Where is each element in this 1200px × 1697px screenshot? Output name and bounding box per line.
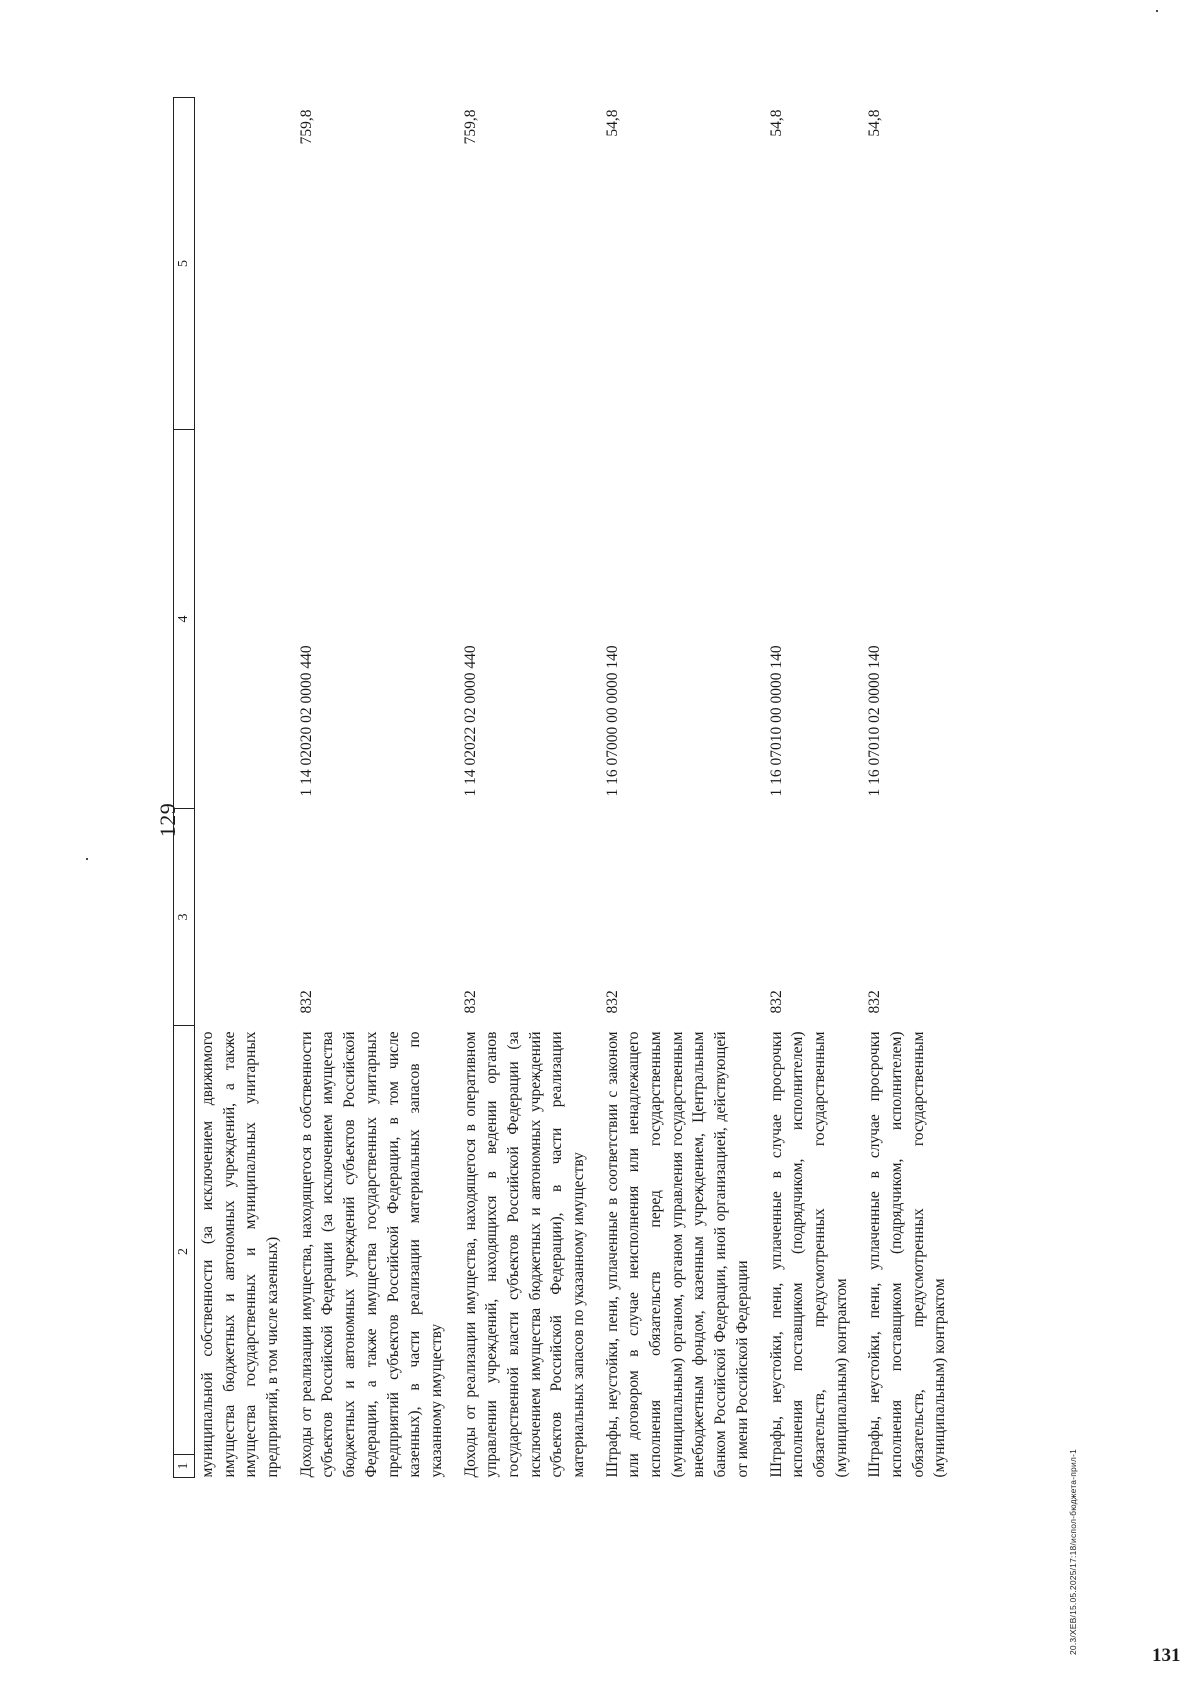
row-amount: 759,8 — [461, 109, 479, 145]
table-header-row — [174, 98, 195, 1478]
sheet-number: 131 — [1152, 1645, 1181, 1666]
page-number: 129 — [155, 802, 180, 838]
row-kbk: 1 16 07000 00 0000 140 — [603, 645, 621, 797]
table-row — [766, 98, 865, 1478]
row-description: муниципальной собственности (за исключением движимого имущества бюджетных и автономных учреждений, а также имущества государственных и муниципальных унитарных предприятий, в том числе казенных) — [199, 1031, 282, 1478]
table-row — [195, 98, 296, 1478]
row-amount — [195, 98, 296, 430]
row-amount: 54,8 — [767, 109, 785, 137]
column-header-3: 3 — [174, 809, 195, 1026]
row-description: Доходы от реализации имущества, находящегося в собственности субъектов Российской Федерации (за исключением имущества бюджетных и автономных учреждений субъектов Российской Федерации, а также имущества государственных унитарных предприятий субъектов Российской Федерации, в том числе казенных), в части реализации материальных запасов по указанному имуществу — [297, 1031, 445, 1478]
row-kbk: 1 16 07010 00 0000 140 — [767, 645, 785, 797]
column-header-4: 4 — [174, 430, 195, 809]
column-header-2-label: 2 — [176, 1248, 191, 1255]
row-admin-code: 832 — [297, 990, 315, 1014]
row-description: Штрафы, неустойки, пени, уплаченные в случае просрочки исполнения поставщиком (подрядчиком, исполнителем) обязательств, предусмотренных государственным (муниципальным) контрактом — [767, 1031, 850, 1478]
table-row — [296, 98, 460, 1478]
row-admin-code: 832 — [866, 990, 884, 1014]
table-row — [460, 98, 602, 1478]
row-kbk — [195, 430, 296, 809]
row-amount: 54,8 — [603, 109, 621, 137]
row-kbk: 1 16 07010 02 0000 140 — [866, 645, 884, 797]
row-description: Штрафы, неустойки, пени, уплаченные в случае просрочки исполнения поставщиком (подрядчиком, исполнителем) обязательств, предусмотренных государственным (муниципальным) контрактом — [866, 1031, 949, 1478]
row-kbk: 1 14 02022 02 0000 440 — [461, 645, 479, 797]
row-admin-code — [195, 809, 296, 1026]
scan-speck — [86, 858, 88, 860]
table-row — [864, 98, 963, 1478]
column-header-5: 5 — [174, 98, 195, 430]
row-description: Штрафы, неустойки, пени, уплаченные в соответствии с законом или договором в случае неисполнения или ненадлежащего исполнения обязательств перед государственным (муниципальным) органом, органом управления государственным внебюджетным фондом, казенным учреждением, Центральным банком Российской Федерации, иной организацией, действующей от имени Российской Федерации — [603, 1031, 751, 1478]
revenue-table — [173, 97, 963, 1478]
row-admin-code: 832 — [767, 990, 785, 1014]
column-header-2 — [174, 1026, 195, 1478]
column-header-1: 1 — [174, 1454, 194, 1477]
row-amount: 759,8 — [297, 109, 315, 145]
row-kbk: 1 14 02020 02 0000 440 — [297, 645, 315, 797]
row-description: Доходы от реализации имущества, находящегося в оперативном управлении учреждений, находящихся в ведении органов государственной власти субъектов Российской Федерации (за исключением имущества бюджетных и автономных учреждений субъектов Российской Федерации), в части реализации материальных запасов по указанному имуществу — [461, 1031, 587, 1478]
row-admin-code: 832 — [461, 990, 479, 1014]
row-amount: 54,8 — [866, 109, 884, 137]
table-row — [602, 98, 766, 1478]
footer-reference: 20.3/ХЕВ/15.05.2025/17:18/испол-бюджета-прил-1 — [1068, 1448, 1078, 1655]
row-admin-code: 832 — [603, 990, 621, 1014]
scan-speck — [1156, 10, 1158, 12]
rotated-page-content — [100, 80, 1120, 1560]
footer-reference-wrap — [1068, 1448, 1078, 1656]
